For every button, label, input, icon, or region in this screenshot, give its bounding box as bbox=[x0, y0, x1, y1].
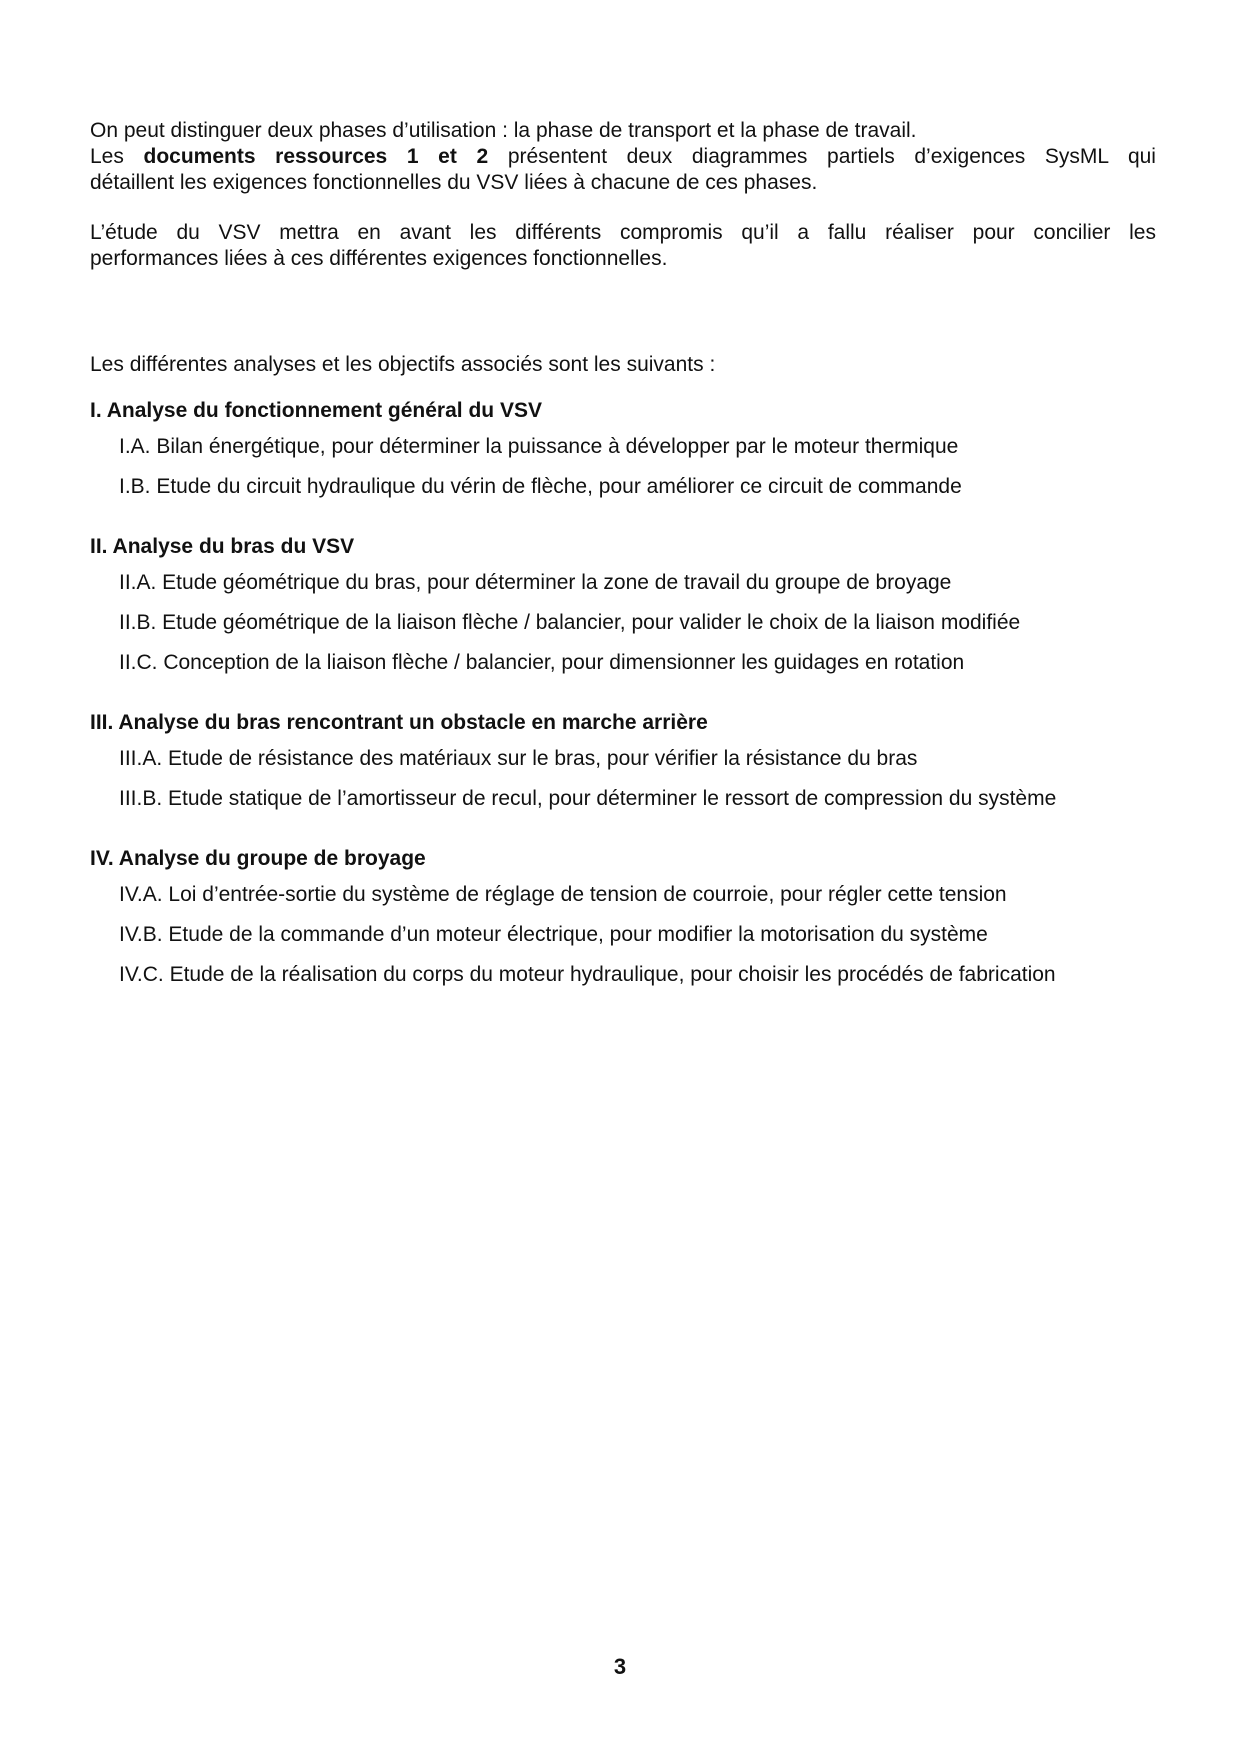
list-item: I.A. Bilan énergétique, pour déterminer la puissance à développer par le moteur thermique bbox=[119, 435, 959, 458]
intro-line-2 bbox=[90, 144, 1156, 170]
intro-line-3: détaillent les exigences fonctionnelles du VSV liées à chacune de ces phases. bbox=[90, 171, 818, 194]
page-number: 3 bbox=[613, 1654, 627, 1679]
section-items bbox=[90, 570, 1156, 676]
section-items bbox=[90, 434, 1156, 500]
intro-line-2-pre: Les bbox=[90, 145, 124, 168]
list-item: III.B. Etude statique de l’amortisseur de recul, pour déterminer le ressort de compression du système bbox=[119, 787, 1057, 810]
compromise-line-2: performances liées à ces différentes exigences fonctionnelles. bbox=[90, 247, 668, 270]
list-item: II.C. Conception de la liaison flèche / balancier, pour dimensionner les guidages en rotation bbox=[119, 651, 965, 674]
section-items bbox=[90, 882, 1156, 988]
document-page bbox=[90, 118, 1156, 1022]
section-title: II. Analyse du bras du VSV bbox=[90, 535, 355, 558]
documents-ressources-bold: documents ressources 1 et 2 bbox=[143, 145, 489, 168]
section-1 bbox=[90, 398, 1156, 500]
objectives-intro: Les différentes analyses et les objectifs associés sont les suivants : bbox=[90, 353, 716, 376]
compromise-paragraph bbox=[90, 220, 1156, 272]
spacer bbox=[90, 272, 1156, 352]
section-title: I. Analyse du fonctionnement général du VSV bbox=[90, 399, 542, 422]
list-item: III.A. Etude de résistance des matériaux sur le bras, pour vérifier la résistance du bras bbox=[119, 747, 918, 770]
list-item: IV.A. Loi d’entrée-sortie du système de réglage de tension de courroie, pour régler cette tension bbox=[119, 883, 1007, 906]
list-item: II.B. Etude géométrique de la liaison flèche / balancier, pour valider le choix de la liaison modifiée bbox=[119, 611, 1021, 634]
section-3 bbox=[90, 710, 1156, 812]
list-item: I.B. Etude du circuit hydraulique du vérin de flèche, pour améliorer ce circuit de commande bbox=[119, 475, 962, 498]
intro-line-2-post: présentent deux diagrammes partiels d’exigences SysML qui bbox=[507, 145, 1156, 168]
section-title: IV. Analyse du groupe de broyage bbox=[90, 847, 426, 870]
section-title: III. Analyse du bras rencontrant un obstacle en marche arrière bbox=[90, 711, 708, 734]
section-4 bbox=[90, 846, 1156, 988]
section-2 bbox=[90, 534, 1156, 676]
section-items bbox=[90, 746, 1156, 812]
intro-line-1: On peut distinguer deux phases d’utilisation : la phase de transport et la phase de travail. bbox=[90, 119, 917, 142]
list-item: IV.C. Etude de la réalisation du corps du moteur hydraulique, pour choisir les procédés de fabrication bbox=[119, 963, 1056, 986]
intro-paragraph bbox=[90, 118, 1156, 196]
compromise-line-1: L’étude du VSV mettra en avant les différents compromis qu’il a fallu réaliser pour concilier les bbox=[90, 221, 1156, 244]
list-item: II.A. Etude géométrique du bras, pour déterminer la zone de travail du groupe de broyage bbox=[119, 571, 952, 594]
list-item: IV.B. Etude de la commande d’un moteur électrique, pour modifier la motorisation du système bbox=[119, 923, 988, 946]
